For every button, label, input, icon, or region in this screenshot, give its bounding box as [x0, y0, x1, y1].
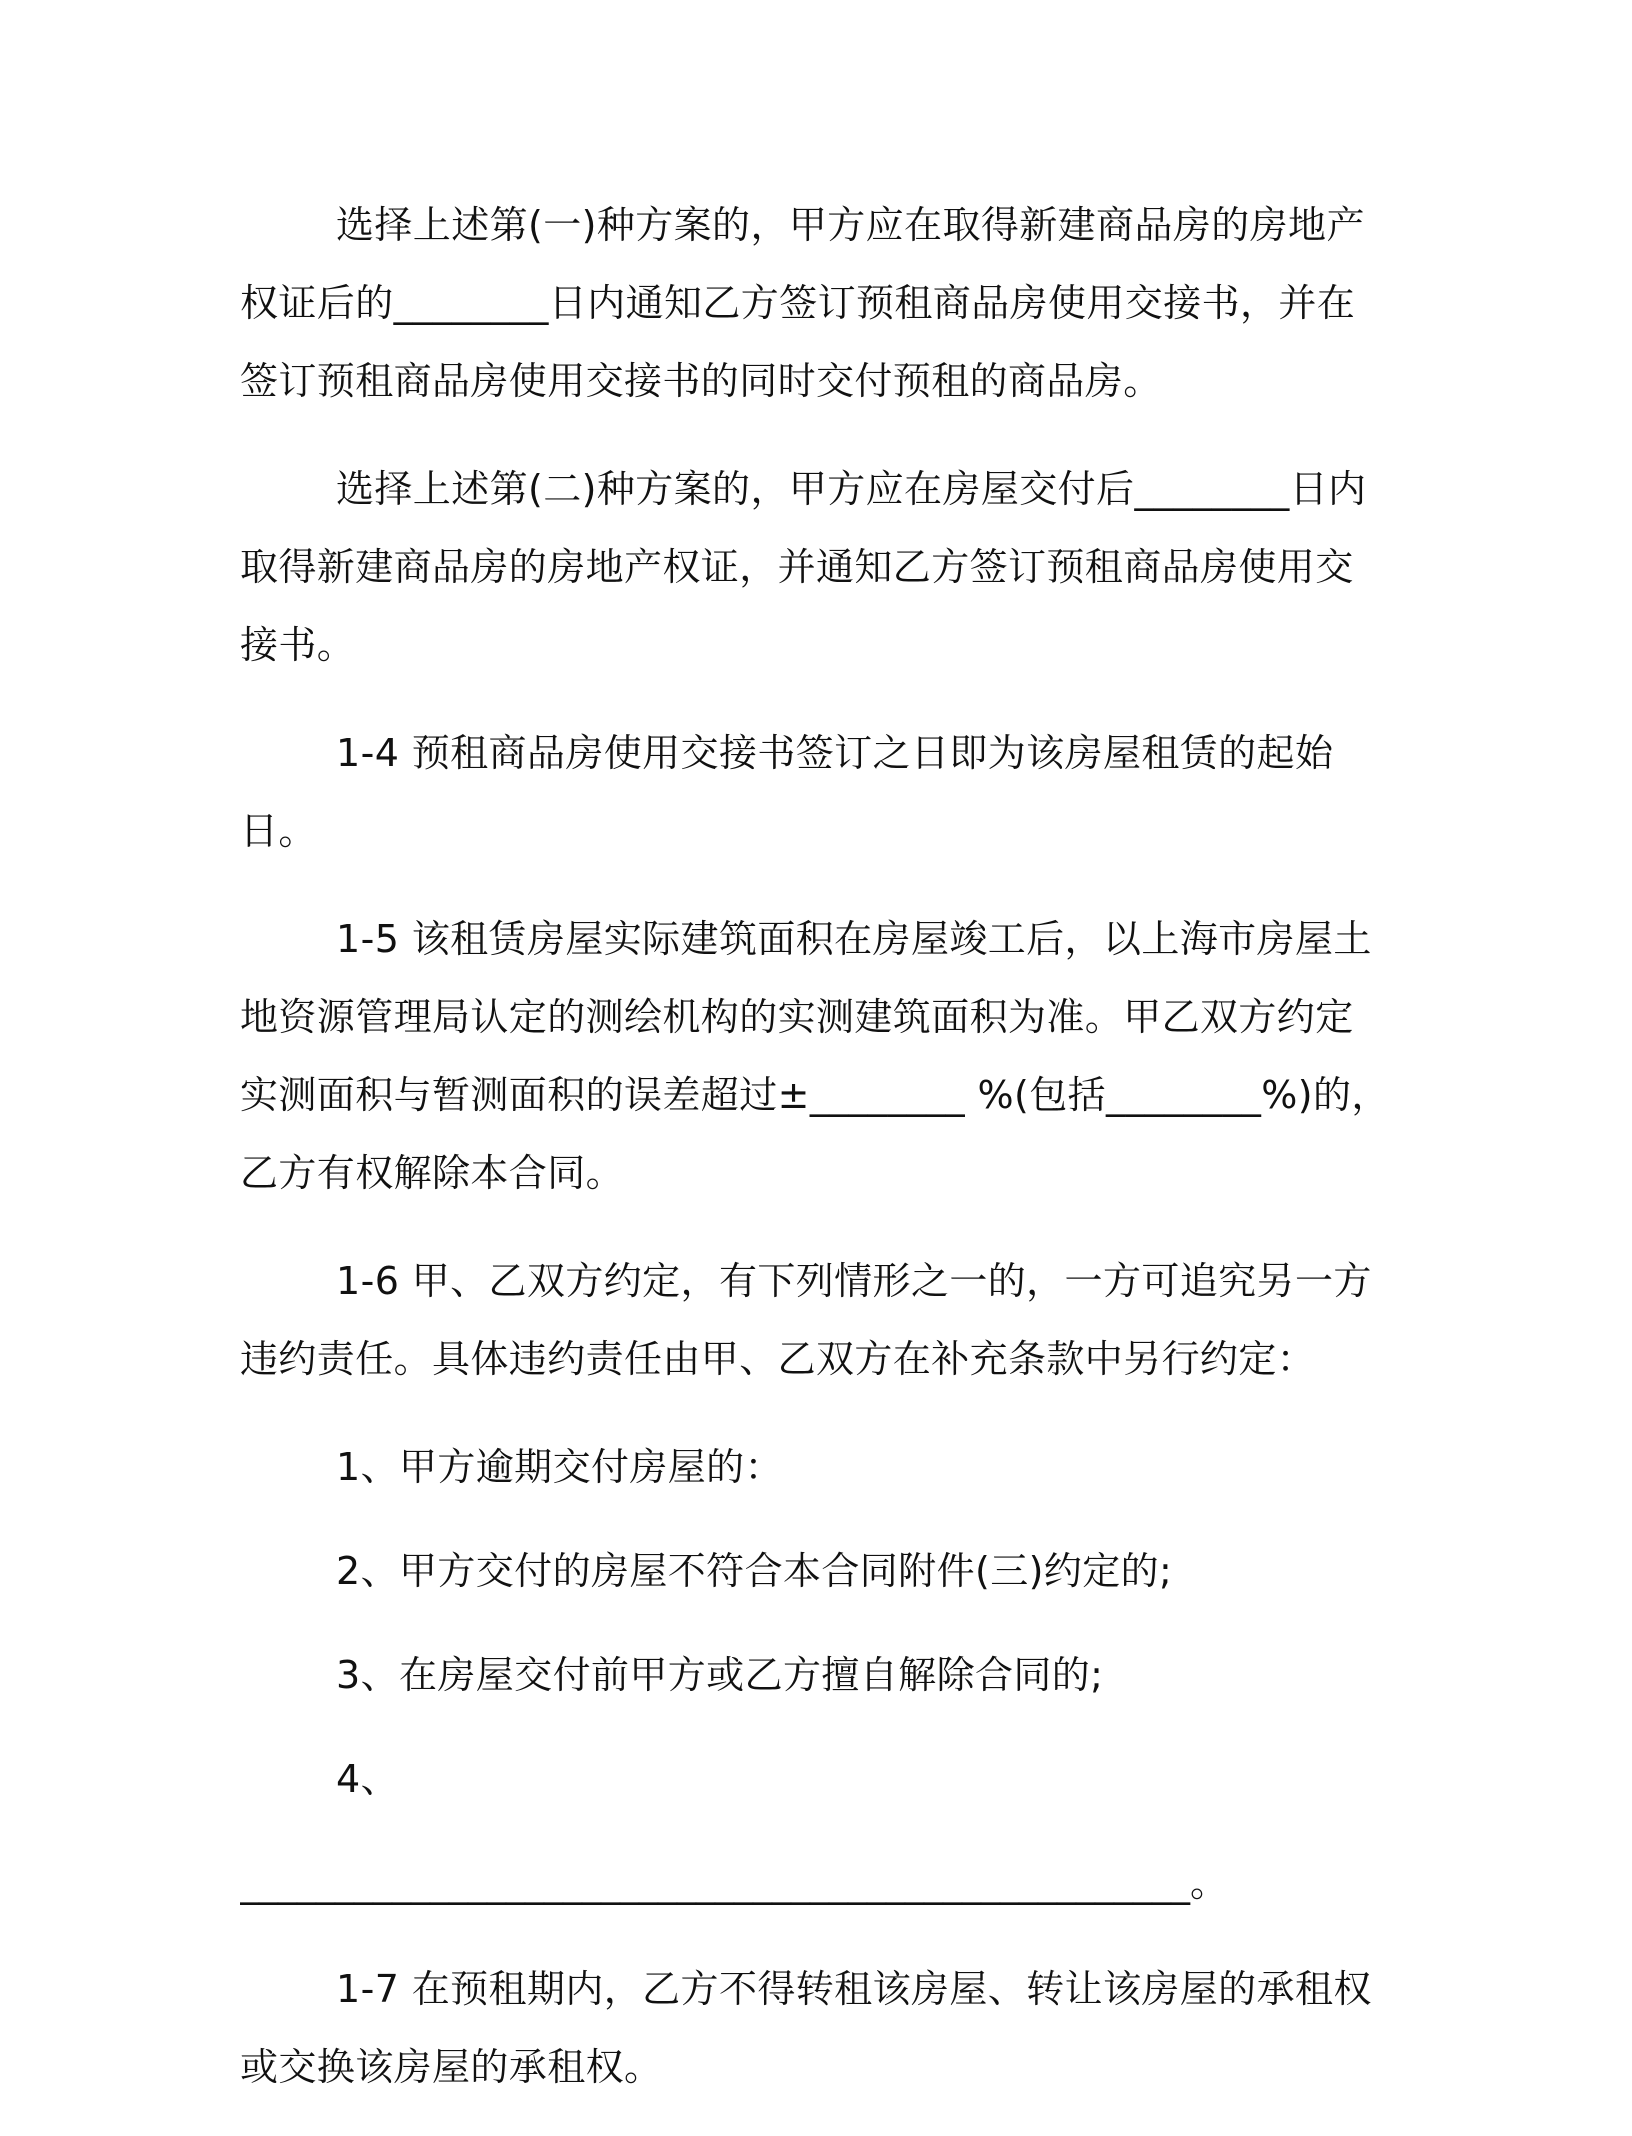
paragraph-option-two: 选择上述第(二)种方案的，甲方应在房屋交付后________日内取得新建商品房的房地产权证，并通知乙方签订预租商品房使用交接书。	[240, 467, 1367, 667]
list-item-2: 2、甲方交付的房屋不符合本合同附件(三)约定的;	[336, 1549, 1173, 1593]
paragraph-1-7: 1-7 在预租期内，乙方不得转租该房屋、转让该房屋的承租权或交换该房屋的承租权。	[240, 1967, 1372, 2089]
document-body	[240, 186, 1390, 2136]
list-item-3: 3、在房屋交付前甲方或乙方擅自解除合同的;	[336, 1653, 1104, 1697]
paragraph-1-5: 1-5 该租赁房屋实际建筑面积在房屋竣工后，以上海市房屋土地资源管理局认定的测绘机构的实测建筑面积为准。甲乙双方约定实测面积与暂测面积的误差超过±________ %(包括________%)的，乙方有权解除本合同。	[240, 917, 1390, 1195]
list-item-1: 1、甲方逾期交付房屋的：	[336, 1445, 783, 1489]
paragraph-1-4: 1-4 预租商品房使用交接书签订之日即为该房屋租赁的起始日。	[240, 731, 1334, 853]
blank-fill-line: __________________________________________________。	[240, 1861, 1229, 1905]
list-item-4: 4、	[336, 1757, 399, 1801]
paragraph-option-one: 选择上述第(一)种方案的，甲方应在取得新建商品房的房地产权证后的________日内通知乙方签订预租商品房使用交接书，并在签订预租商品房使用交接书的同时交付预租的商品房。	[240, 203, 1365, 403]
paragraph-1-6: 1-6 甲、乙双方约定，有下列情形之一的，一方可追究另一方违约责任。具体违约责任由甲、乙双方在补充条款中另行约定：	[240, 1259, 1372, 1381]
